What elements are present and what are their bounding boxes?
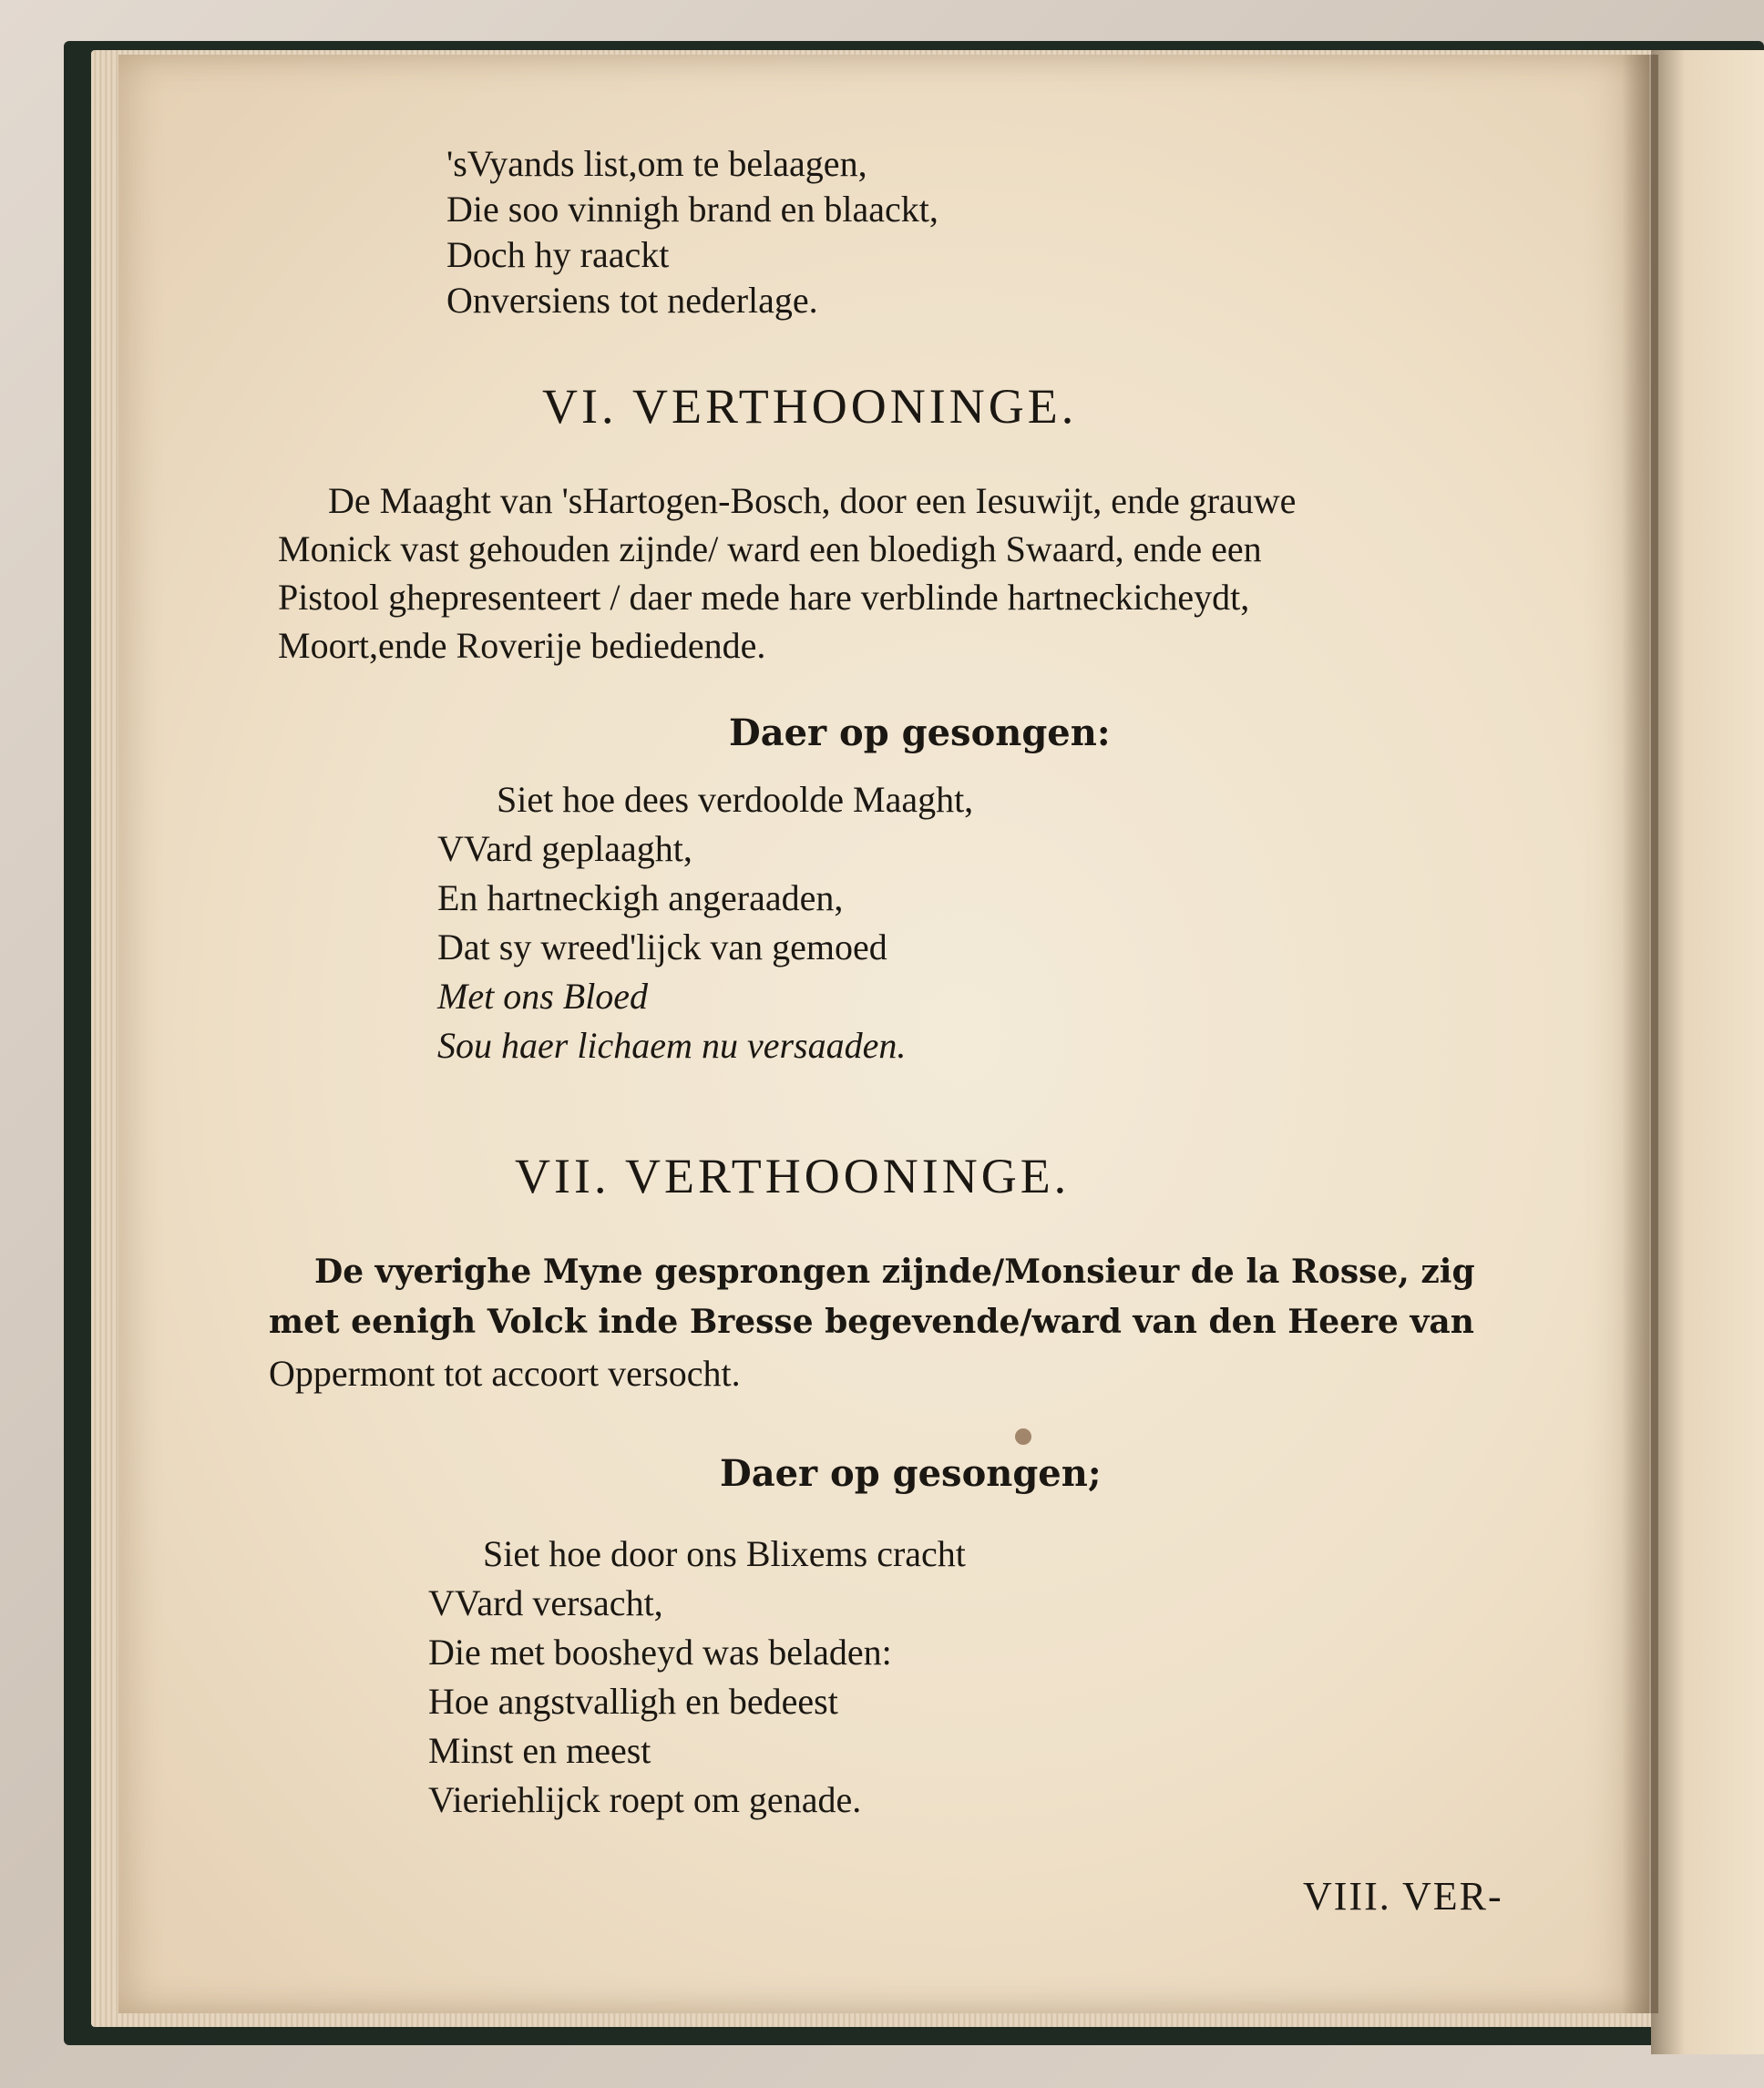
verse-top-line-1: 'sVyands list,om te belaagen,	[446, 143, 867, 184]
section-6-prose-line-1: De Maaght van 'sHartogen-Bosch, door een Iesuwijt, ende grauwe	[328, 480, 1297, 521]
section-7-heading: VII. VERTHOONINGE.	[515, 1149, 1071, 1203]
section-7-prose-line-3: Oppermont tot accoort versocht.	[269, 1353, 741, 1394]
section-7-prose-line-2: met eenigh Volck inde Bresse begevende/ward van den Heere van	[269, 1303, 1474, 1341]
section-6-prose-line-3: Pistool ghepresenteert / daer mede hare verblinde hartneckicheydt,	[278, 577, 1250, 618]
verse-top-line-3: Doch hy raackt	[446, 234, 670, 275]
verse-top-line-2: Die soo vinnigh brand en blaackt,	[446, 189, 938, 230]
section-7-verse-line-4: Hoe angstvalligh en bedeest	[428, 1681, 838, 1722]
verse-top-line-4: Onversiens tot nederlage.	[446, 280, 818, 321]
section-7-verse-line-1: Siet hoe door ons Blixems cracht	[483, 1533, 966, 1574]
section-6-verse-line-1: Siet hoe dees verdoolde Maaght,	[497, 779, 974, 820]
section-6-heading: VI. VERTHOONINGE.	[542, 379, 1078, 434]
section-7-verse-line-3: Die met boosheyd was beladen:	[428, 1632, 892, 1673]
section-7-verse-line-2: VVard versacht,	[428, 1582, 663, 1623]
ink-spot	[1015, 1428, 1031, 1445]
section-7-prose-line-1: De vyerighe Myne gesprongen zijnde/Monsieur de la Rosse, zig	[314, 1253, 1475, 1291]
section-6-verse-line-4: Dat sy wreed'lijck van gemoed	[437, 926, 887, 967]
section-6-prose-line-4: Moort,ende Roverije bediedende.	[278, 625, 766, 666]
section-7-sung-label: Daer op gesongen;	[720, 1452, 1102, 1495]
catchword: VIII. VER-	[1303, 1874, 1503, 1919]
section-7-verse-line-6: Vieriehlijck roept om genade.	[428, 1779, 862, 1820]
section-6-verse-line-6: Sou haer lichaem nu versaaden.	[437, 1025, 907, 1066]
section-6-verse-line-2: VVard geplaaght,	[437, 828, 692, 869]
section-6-prose-line-2: Monick vast gehouden zijnde/ ward een bloedigh Swaard, ende een	[278, 528, 1262, 569]
section-6-verse-line-5: Met ons Bloed	[437, 976, 649, 1017]
section-7-verse-line-5: Minst en meest	[428, 1730, 651, 1771]
section-6-verse-line-3: En hartneckigh angeraaden,	[437, 877, 844, 918]
section-6-sung-label: Daer op gesongen:	[729, 711, 1111, 754]
